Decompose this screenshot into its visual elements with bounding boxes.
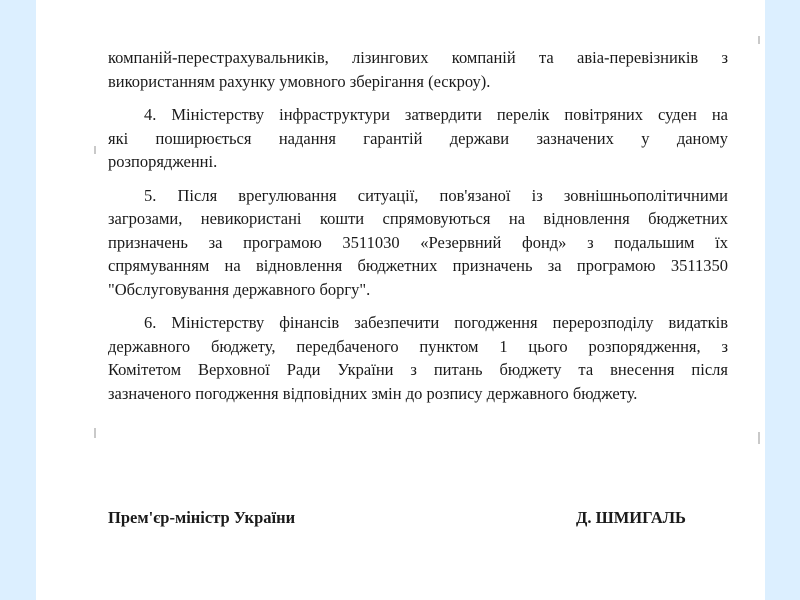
- document-page: [36, 0, 765, 600]
- text-line: використанням рахунку умовного зберігання (ескроу).: [108, 71, 491, 91]
- document-body: [108, 46, 728, 415]
- paragraph-5: [108, 184, 728, 302]
- left-margin-band: [0, 0, 36, 600]
- signatory-name: Д. ШМИГАЛЬ: [576, 508, 686, 527]
- text-line: компаній-перестрахувальників, лізингових компаній та авіа-перевізників з: [108, 48, 728, 67]
- right-margin-band: [765, 0, 800, 600]
- text-line: 5. Після врегулювання ситуації, пов'язаної із зовнішньополітичними: [144, 185, 728, 205]
- scan-mark: [94, 428, 96, 438]
- text-line: зазначеного погодження відповідних змін до розпису державного бюджету.: [108, 383, 638, 403]
- text-line: які поширюється надання гарантій держави зазначених у даному: [108, 128, 728, 148]
- text-line: розпорядженні.: [108, 152, 218, 171]
- scan-mark: [758, 432, 760, 444]
- signatory-title: Прем'єр-міністр України: [108, 508, 296, 527]
- text-line: 4. Міністерству інфраструктури затвердити перелік повітряних суден на: [144, 105, 728, 124]
- text-line: загрозами, невикористані кошти спрямовуються на відновлення бюджетних: [108, 209, 728, 228]
- text-line: призначень за програмою 3511030 «Резервний фонд» з подальшим їх: [108, 232, 728, 252]
- scan-mark: [758, 36, 760, 44]
- text-line: Комітетом Верховної Ради України з питань бюджету та внесення після: [108, 360, 728, 379]
- text-line: спрямуванням на відновлення бюджетних призначень за програмою 3511350: [108, 256, 728, 275]
- paragraph-6: [108, 311, 728, 405]
- text-line: "Обслуговування державного боргу".: [108, 279, 371, 299]
- scan-mark: [94, 146, 96, 154]
- paragraph-4: [108, 103, 728, 174]
- text-line: державного бюджету, передбаченого пунктом 1 цього розпорядження, з: [108, 336, 728, 356]
- paragraph-continuation: [108, 46, 728, 93]
- text-line: 6. Міністерству фінансів забезпечити погодження перерозподілу видатків: [144, 313, 728, 332]
